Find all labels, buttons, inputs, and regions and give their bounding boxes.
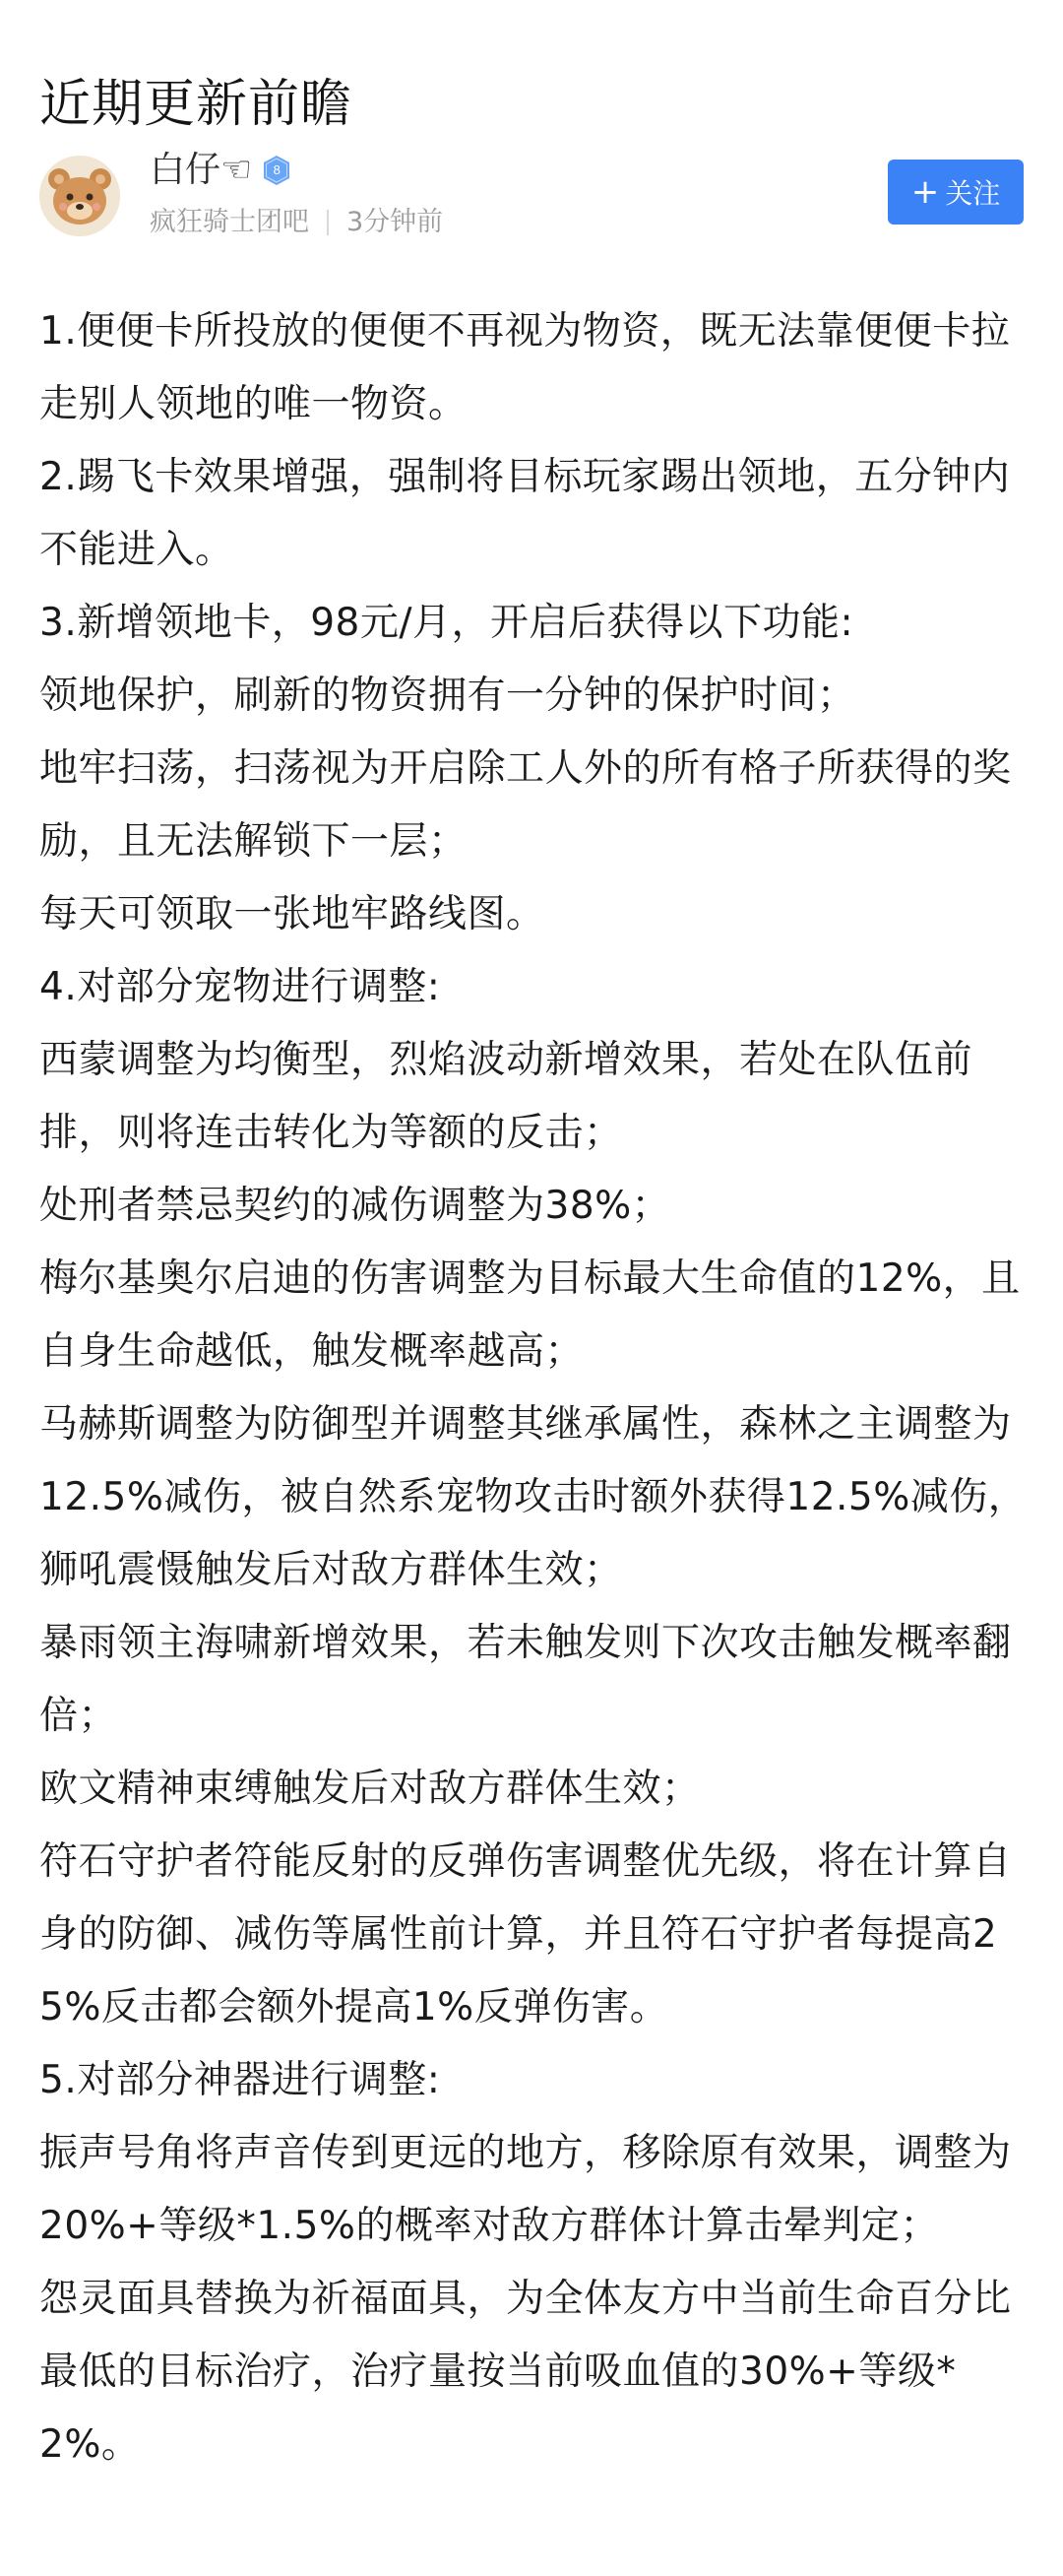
author-name-wrap	[150, 146, 291, 195]
content-paragraph: 领地保护，刷新的物资拥有一分钟的保护时间；	[39, 674, 856, 718]
post-content	[39, 295, 1033, 2481]
post-meta	[150, 203, 443, 242]
content-paragraph: 4.对部分宠物进行调整:	[39, 965, 441, 1009]
content-paragraph: 欧文精神束缚触发后对敌方群体生效；	[39, 1767, 701, 1811]
meta-divider	[327, 210, 329, 235]
content-paragraph: 地牢扫荡，扫荡视为开启除工人外的所有格子所获得的奖励，且无法解锁下一层；	[39, 746, 1012, 864]
author-name[interactable]: 白仔☜	[150, 150, 253, 190]
bear-avatar-icon	[39, 156, 120, 236]
level-badge	[262, 155, 291, 186]
content-paragraph: 2.踢飞卡效果增强，强制将目标玩家踢出领地，五分钟内不能进入。	[39, 455, 1011, 572]
author-row	[39, 146, 1024, 254]
content-paragraph: 处刑者禁忌契约的减伤调整为38%；	[39, 1184, 671, 1228]
avatar[interactable]	[39, 156, 120, 236]
plus-icon: +	[910, 172, 940, 212]
content-paragraph: 马赫斯调整为防御型并调整其继承属性，森林之主调整为12.5%减伤，被自然系宠物攻击时额外获得12.5%减伤，狮吼震慑触发后对敌方群体生效；	[39, 1402, 1028, 1592]
content-paragraph: 暴雨领主海啸新增效果，若未触发则下次攻击触发概率翻倍；	[39, 1621, 1012, 1738]
level-number: 8	[273, 162, 281, 177]
content-paragraph: 西蒙调整为均衡型，烈焰波动新增效果，若处在队伍前排，则将连击转化为等额的反击；	[39, 1038, 973, 1155]
content-paragraph: 梅尔基奥尔启迪的伤害调整为目标最大生命值的12%，且自身生命越低，触发概率越高；	[39, 1256, 1021, 1374]
forum-name[interactable]: 疯狂骑士团吧	[150, 207, 309, 237]
post-title: 近期更新前瞻	[39, 74, 353, 134]
content-paragraph: 3.新增领地卡，98元/月，开启后获得以下功能:	[39, 601, 854, 645]
post-time: 3分钟前	[346, 207, 444, 237]
content-paragraph: 振声号角将声音传到更远的地方，移除原有效果，调整为20%+等级*1.5%的概率对敌方群体计算击晕判定；	[39, 2131, 1012, 2248]
content-paragraph: 符石守护者符能反射的反弹伤害调整优先级，将在计算自身的防御、减伤等属性前计算，并且符石守护者每提高25%反击都会额外提高1%反弹伤害。	[39, 1839, 1012, 2029]
content-paragraph: 怨灵面具替换为祈福面具，为全体友方中当前生命百分比最低的目标治疗，治疗量按当前吸血值的30%+等级*2%。	[39, 2277, 1012, 2467]
follow-button[interactable]	[888, 160, 1024, 225]
content-paragraph: 每天可领取一张地牢路线图。	[39, 892, 545, 936]
content-paragraph: 5.对部分神器进行调整:	[39, 2058, 441, 2102]
content-paragraph: 1.便便卡所投放的便便不再视为物资，既无法靠便便卡拉走别人领地的唯一物资。	[39, 309, 1011, 426]
follow-label: 关注	[945, 177, 1001, 210]
